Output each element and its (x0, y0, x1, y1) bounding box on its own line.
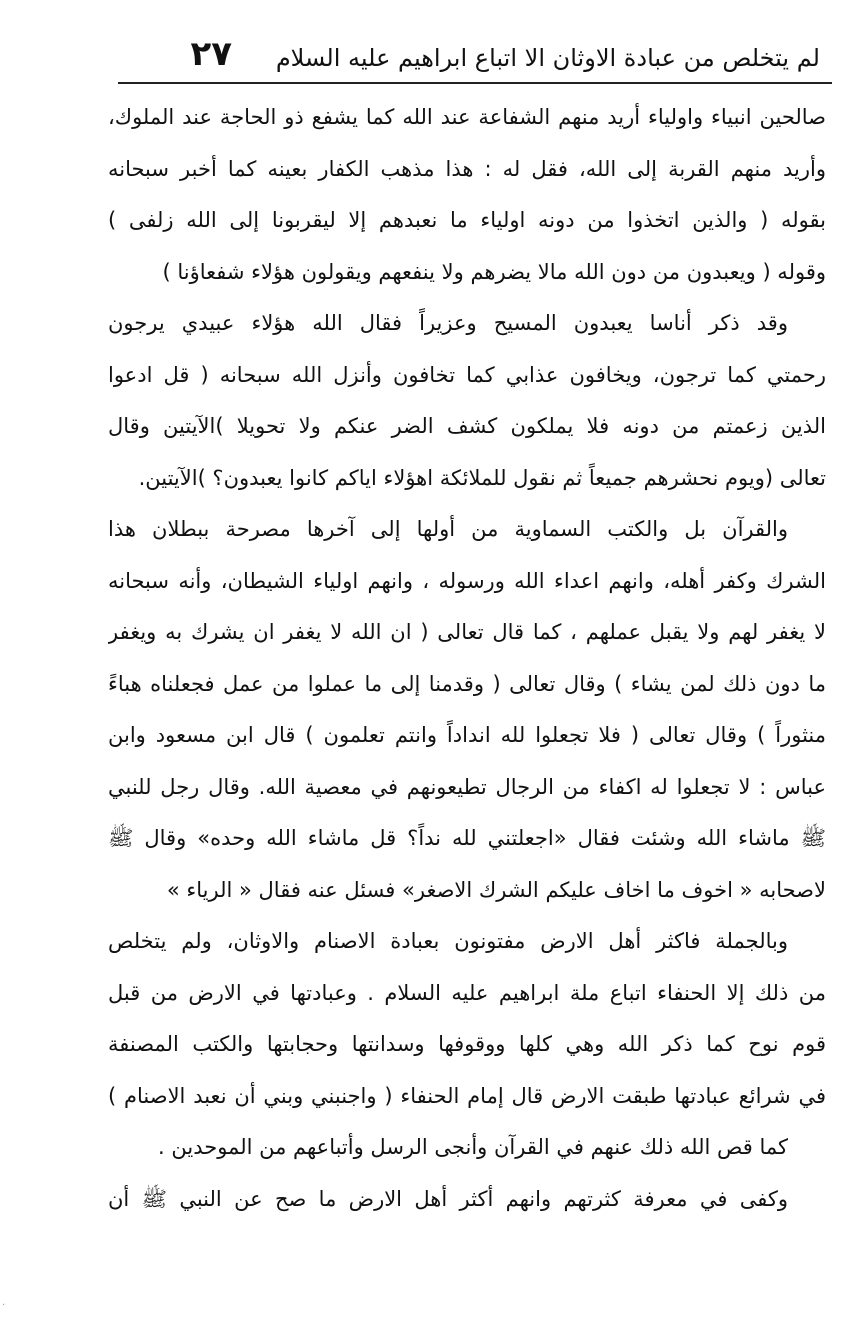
text-line: الشرك وكفر أهله، وانهم اعداء الله ورسوله ، وانهم اولياء الشيطان، وأنه سبحانه (108, 568, 826, 593)
text-line: لا يغفر لهم ولا يقبل عملهم ، كما قال تعالى ( ان الله لا يغفر ان يشرك به ويغفر (108, 620, 826, 644)
text-line: ما دون ذلك لمن يشاء ) وقال تعالى ( وقدمنا إلى ما عملوا من عمل فجعلناه هباءً (108, 671, 826, 696)
page-header (118, 30, 832, 82)
text-line: وكفى في معرفة كثرتهم وانهم أكثر أهل الارض ما صح عن النبي ﷺ أن (108, 1186, 788, 1211)
text-line: بقوله ( والذين اتخذوا من دونه اولياء ما نعبدهم إلا ليقربونا إلى الله زلفى ) (108, 208, 826, 232)
text-line: كما قص الله ذلك عنهم في القرآن وأنجى الرسل وأتباعهم من الموحدين . (158, 1135, 788, 1159)
page-number: ٢٧ (190, 34, 232, 74)
text-line: تعالى (ويوم نحشرهم جميعاً ثم نقول للملائكة اهؤلاء اياكم كانوا يعبدون؟ )الآيتين. (138, 465, 826, 490)
margin-speck: · (2, 1300, 6, 1311)
text-line: وبالجملة فاكثر أهل الارض مفتونون بعبادة الاصنام والاوثان، ولم يتخلص (108, 929, 788, 953)
header-rule (118, 82, 832, 84)
text-line: لاصحابه « اخوف ما اخاف عليكم الشرك الاصغر» فسئل عنه فقال « الرياء » (166, 877, 826, 902)
text-line: قوم نوح كما ذكر الله وهي كلها ووقوفها وسدانتها وحجابتها والكتب المصنفة (108, 1032, 826, 1056)
text-line: وقوله ( ويعبدون من دون الله مالا يضرهم ولا ينفعهم ويقولون هؤلاء شفعاؤنا ) (162, 259, 826, 284)
text-line: منثوراً ) وقال تعالى ( فلا تجعلوا لله انداداً وانتم تعلمون ) قال ابن مسعود وابن (108, 723, 826, 747)
text-line: الذين زعمتم من دونه فلا يملكون كشف الضر عنكم ولا تحويلا )الآيتين وقال (108, 414, 826, 438)
text-line: في شرائع عبادتها طبقت الارض قال إمام الحنفاء ( واجنبني وبني أن نعبد الاصنام ) (108, 1083, 826, 1108)
text-line: وأريد منهم القربة إلى الله، فقل له : هذا مذهب الكفار بعينه كما أخبر سبحانه (108, 156, 826, 181)
text-line: عباس : لا تجعلوا له اكفاء من الرجال تطيعونهم في معصية الله. وقال رجل للنبي (108, 774, 826, 799)
text-line: صالحين انبياء واولياء أريد منهم الشفاعة عند الله كما يشفع ذو الحاجة عند الملوك، (108, 105, 826, 129)
text-line: رحمتي كما ترجون، ويخافون عذابي كما تخافون وأنزل الله سبحانه ( قل ادعوا (108, 362, 826, 387)
text-line: وقد ذكر أناسا يعبدون المسيح وعزيراً فقال الله هؤلاء عبيدي يرجون (108, 311, 788, 335)
text-line: من ذلك إلا الحنفاء اتباع ملة ابراهيم عليه السلام . وعبادتها في الارض من قبل (108, 980, 826, 1005)
text-line: ﷺ ماشاء الله وشئت فقال «اجعلتني لله نداً؟ قل ماشاء الله وحده» وقال ﷺ (108, 826, 826, 850)
running-head: لم يتخلص من عبادة الاوثان الا اتباع ابراهيم عليه السلام (275, 44, 820, 72)
text-line: والقرآن بل والكتب السماوية من أولها إلى آخرها مصرحة ببطلان هذا (108, 517, 788, 541)
body-text (108, 92, 826, 1225)
